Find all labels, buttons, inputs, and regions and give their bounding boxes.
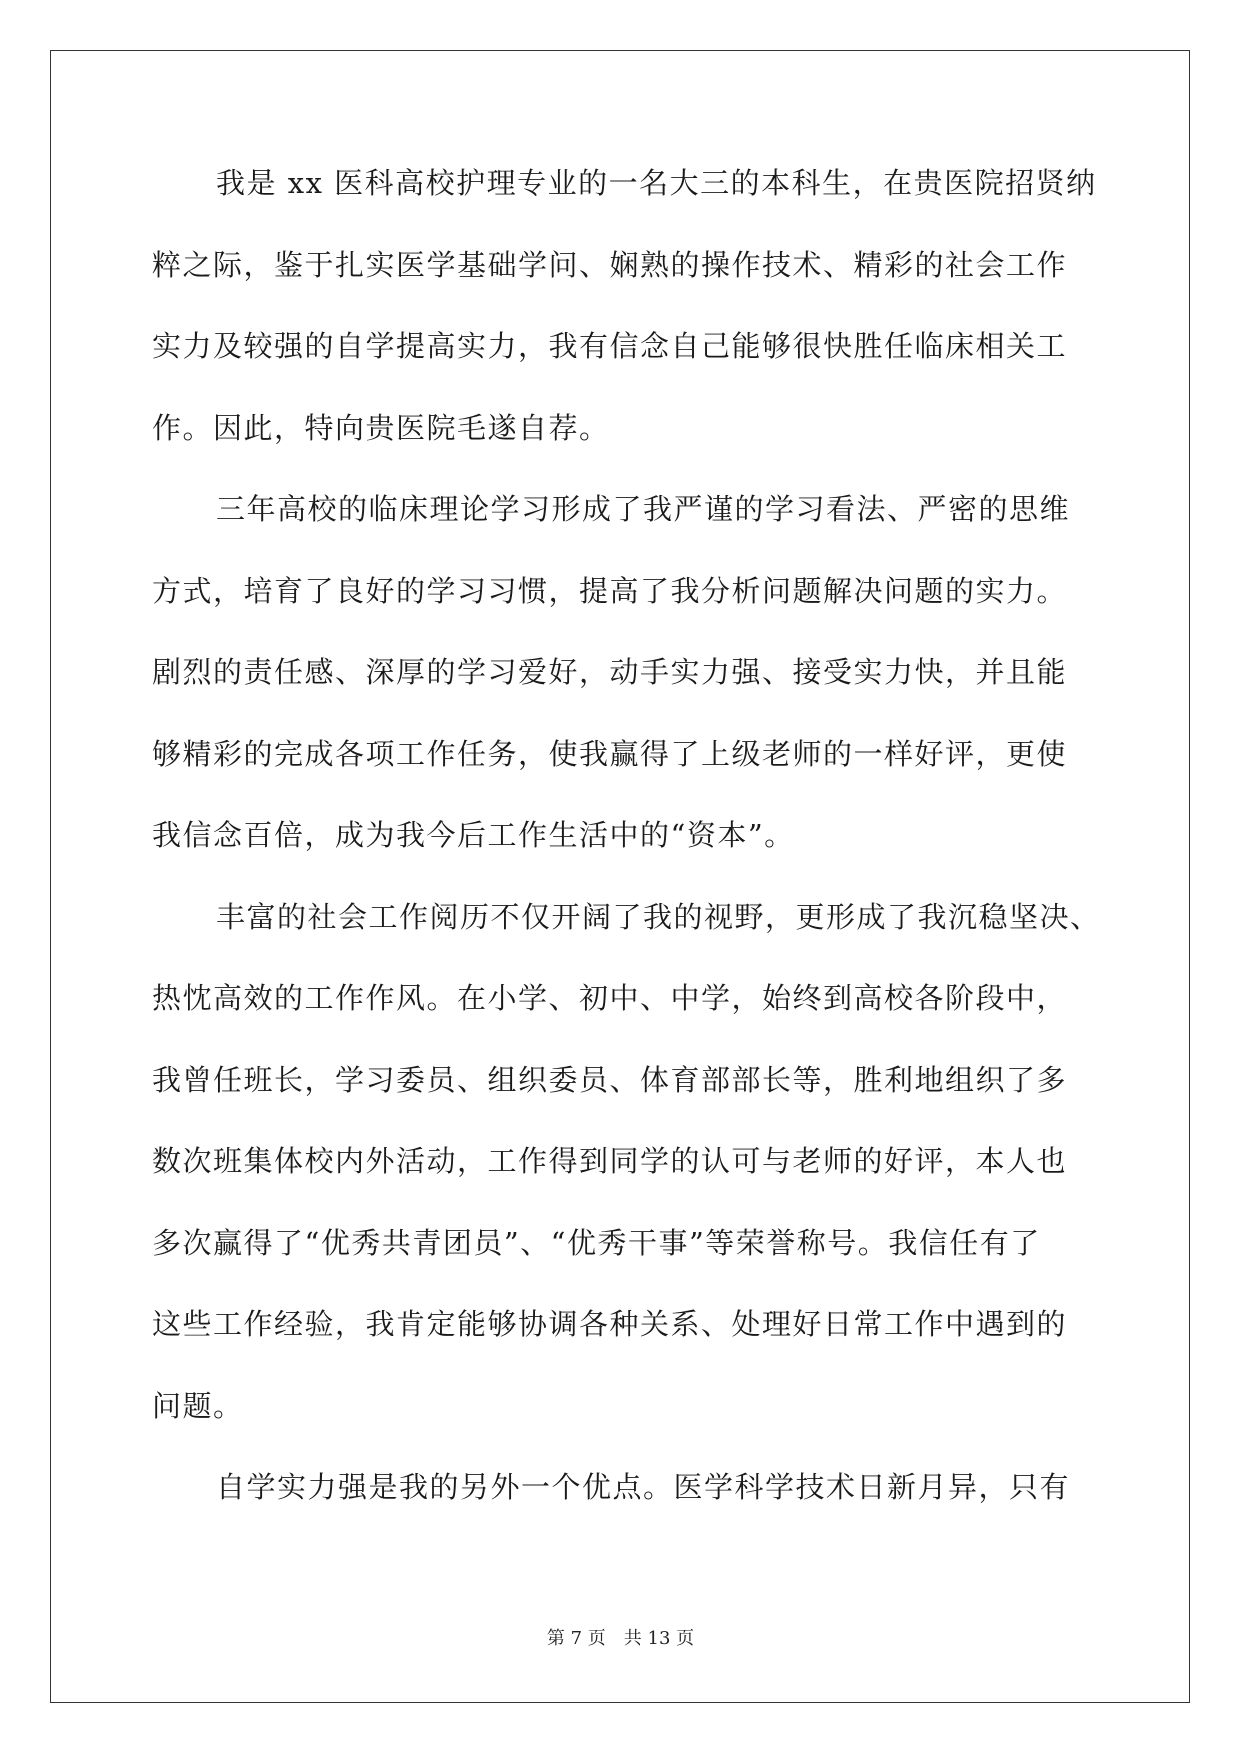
paragraph-2-line-3: 剧烈的责任感、深厚的学习爱好，动手实力强、接受实力快，并且能 <box>152 655 1068 689</box>
page-number-footer: 第 7 页 共 13 页 <box>546 1628 695 1649</box>
paragraph-3-line-2: 热忱高效的工作作风。在小学、初中、中学，始终到高校各阶段中， <box>152 981 1068 1015</box>
paragraph-3-line-1: 丰富的社会工作阅历不仅开阔了我的视野，更形成了我沉稳坚决、 <box>216 899 1101 934</box>
paragraph-3-line-6: 这些工作经验，我肯定能够协调各种关系、处理好日常工作中遇到的 <box>152 1307 1068 1341</box>
document-body <box>152 163 1101 1549</box>
paragraph-3-line-5: 多次赢得了“优秀共青团员”、“优秀干事”等荣誉称号。我信任有了 <box>152 1225 1041 1260</box>
paragraph-3-line-3: 我曾任班长，学习委员、组织委员、体育部部长等，胜利地组织了多 <box>152 1062 1068 1097</box>
paragraph-3-line-7: 问题。 <box>152 1388 244 1423</box>
paragraph-4-line-1: 自学实力强是我的另外一个优点。医学科学技术日新月异，只有 <box>216 1470 1071 1504</box>
paragraph-1-line-1: 我是 xx 医科高校护理专业的一名大三的本科生，在贵医院招贤纳 <box>216 166 1097 200</box>
paragraph-2-line-5: 我信念百倍，成为我今后工作生活中的“资本”。 <box>152 818 795 852</box>
paragraph-2-line-1: 三年高校的临床理论学习形成了我严谨的学习看法、严密的思维 <box>216 492 1071 526</box>
paragraph-3-line-4: 数次班集体校内外活动，工作得到同学的认可与老师的好评，本人也 <box>152 1144 1068 1178</box>
paragraph-1-line-4: 作。因此，特向贵医院毛遂自荐。 <box>152 410 610 445</box>
paragraph-2-line-2: 方式，培育了良好的学习习惯，提高了我分析问题解决问题的实力。 <box>152 573 1068 608</box>
paragraph-1-line-2: 粹之际，鉴于扎实医学基础学问、娴熟的操作技术、精彩的社会工作 <box>152 247 1068 282</box>
paragraph-1-line-3: 实力及较强的自学提高实力，我有信念自己能够很快胜任临床相关工 <box>152 329 1068 363</box>
paragraph-2-line-4: 够精彩的完成各项工作任务，使我赢得了上级老师的一样好评，更使 <box>152 736 1068 771</box>
